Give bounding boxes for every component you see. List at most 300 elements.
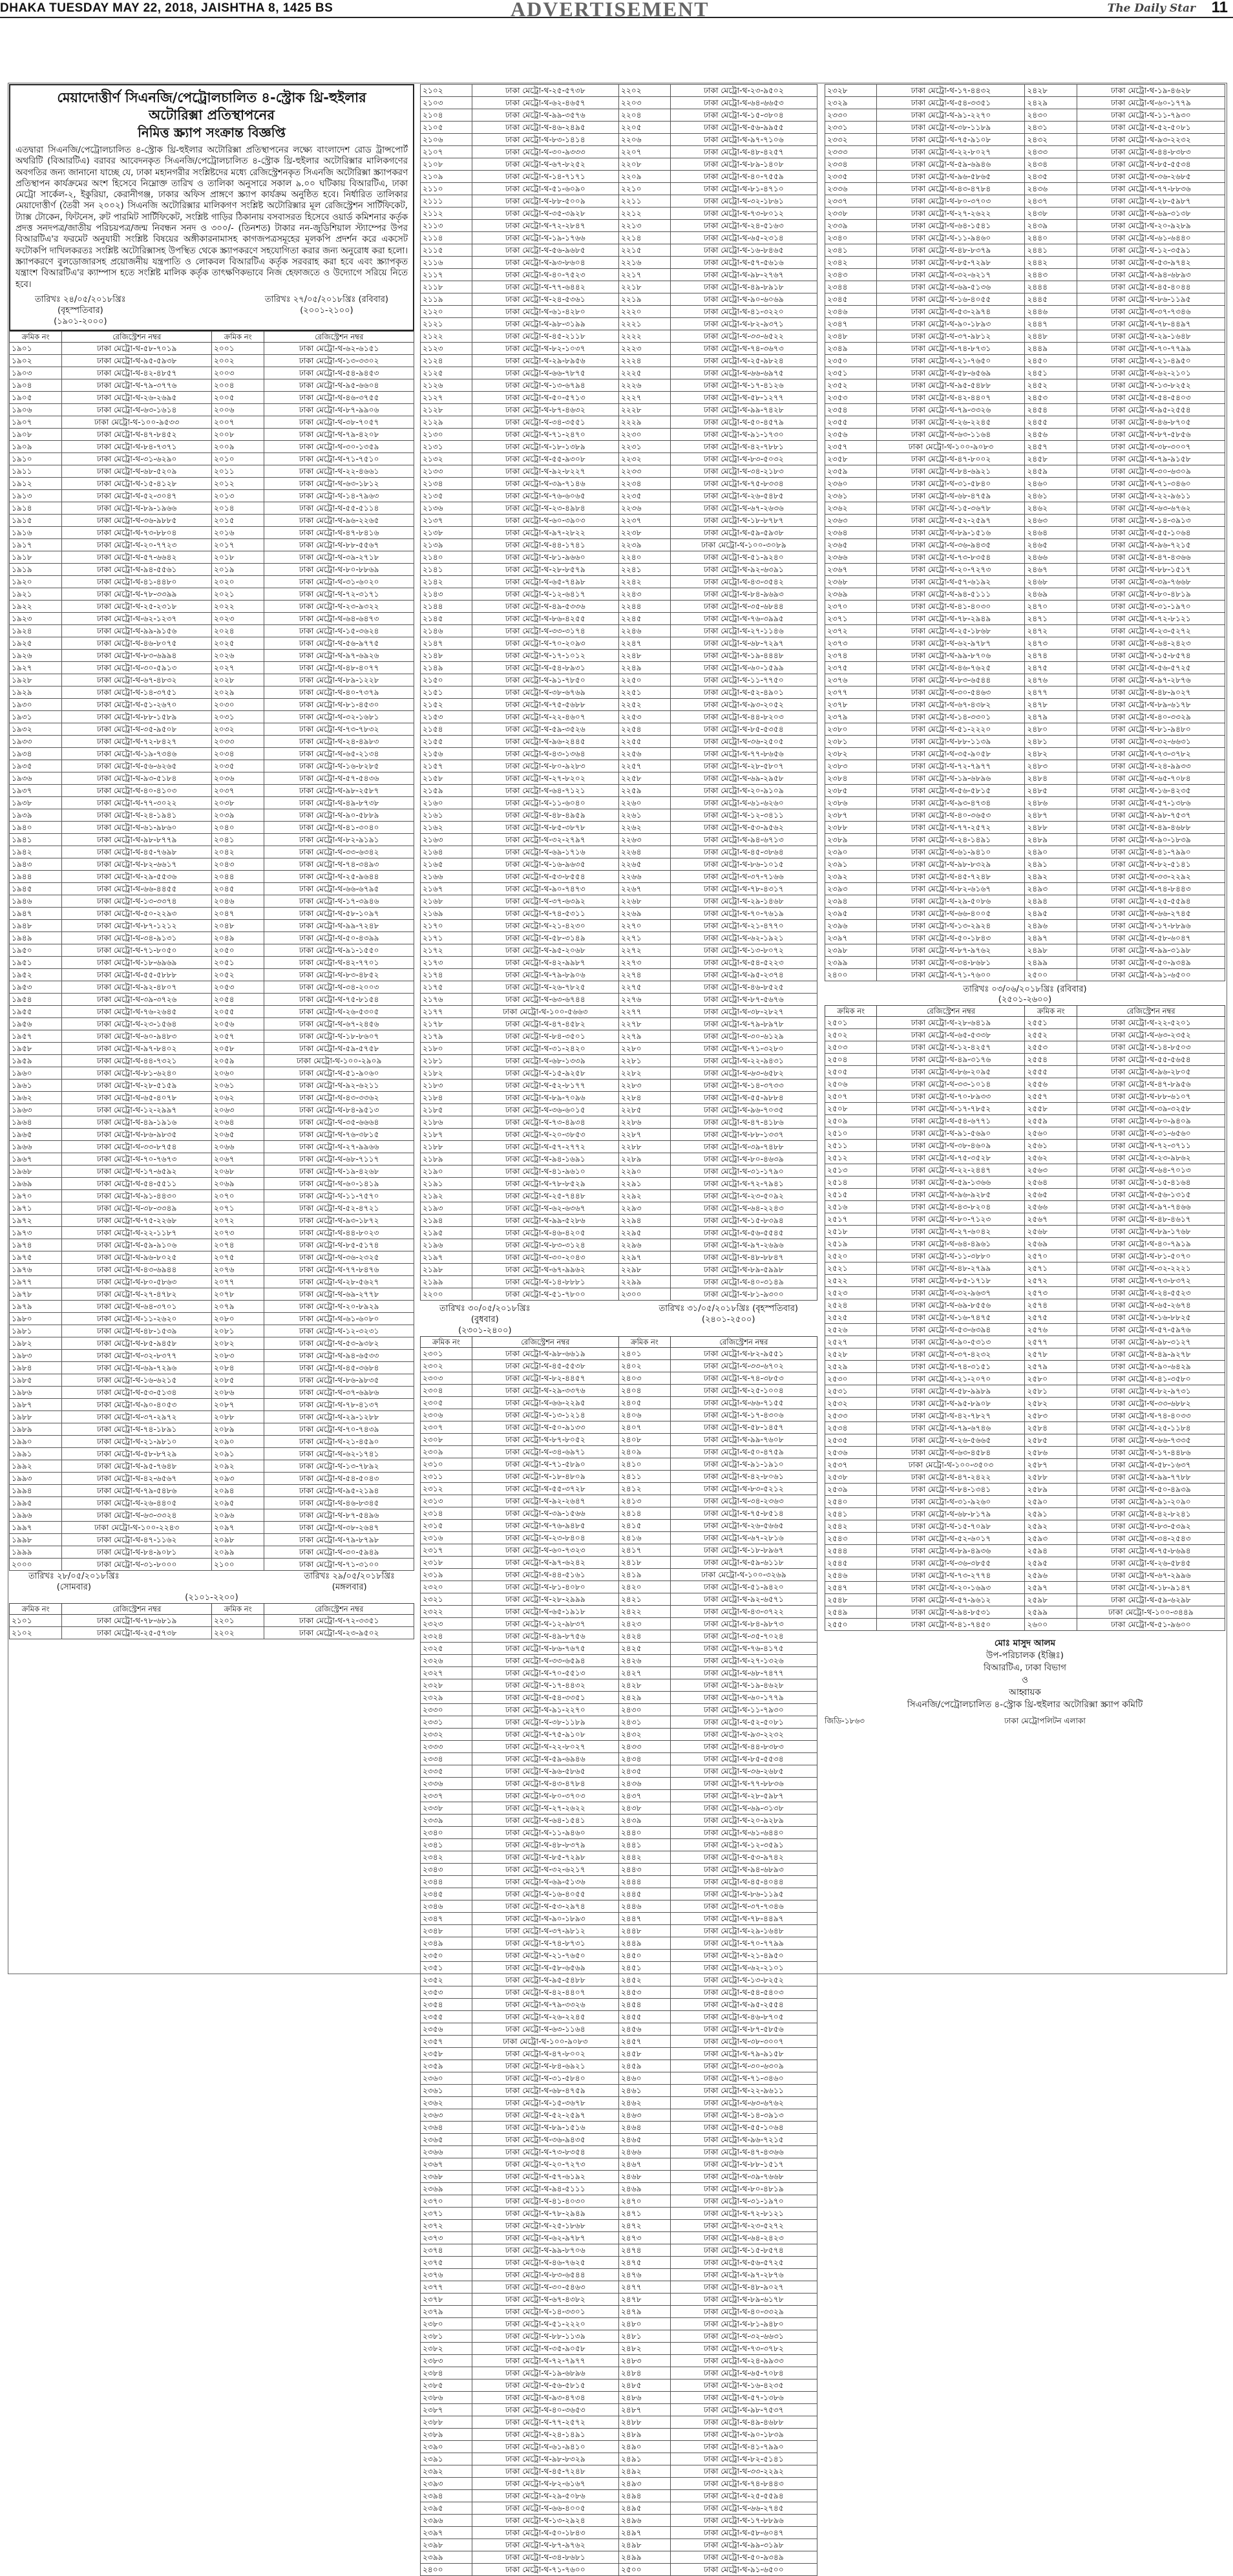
table-row bbox=[421, 2122, 817, 2134]
serial-cell: ২৫৫৩ bbox=[1025, 1041, 1077, 1054]
reg-cell: ঢাকা মেট্রো-থ-৩২-২৭৯৭ bbox=[472, 834, 618, 846]
serial-cell: ২১৯৮ bbox=[421, 1264, 472, 1276]
serial-cell: ২৫৬৯ bbox=[1025, 1238, 1077, 1250]
serial-cell: ২৪৫৭ bbox=[1025, 441, 1077, 453]
reg-cell: ঢাকা মেট্রো-থ-৭২-৩৭১১ bbox=[1077, 1140, 1225, 1152]
reg-cell: ঢাকা মেট্রো-থ-৬৫-৭০৮৪ bbox=[670, 2367, 817, 2379]
serial-cell: ২০৭২ bbox=[211, 1214, 264, 1226]
reg-cell: ঢাকা মেট্রো-থ-৪২-৬৫৬৭ bbox=[62, 1472, 212, 1484]
reg-cell: ঢাকা মেট্রো-থ-৫২-৪৯০১ bbox=[670, 687, 817, 699]
serial-cell: ২১৪০ bbox=[421, 551, 472, 564]
serial-cell: ১৯৬৫ bbox=[10, 1128, 62, 1140]
reg-cell: ঢাকা মেট্রো-থ-৬৫-৪০৭৮ bbox=[62, 1091, 212, 1103]
table-row bbox=[421, 2281, 817, 2294]
serial-cell: ২৩৬১ bbox=[421, 2085, 472, 2097]
reg-cell: ঢাকা মেট্রো-থ-২৫-২৩১৮ bbox=[62, 600, 212, 612]
table-row bbox=[10, 502, 414, 514]
reg-cell: ঢাকা মেট্রো-থ-৪৭-৮০০২ bbox=[472, 2048, 618, 2060]
block3-date-right: তারিখঃ ৩১/০৫/২০১৮খ্রিঃ (বৃহস্পতিবার) bbox=[659, 1304, 798, 1314]
serial-cell: ২৪৫২ bbox=[1025, 379, 1077, 392]
table-row bbox=[825, 588, 1225, 601]
serial-cell: ২১৪২ bbox=[421, 576, 472, 588]
table-row bbox=[10, 575, 414, 588]
reg-cell: ঢাকা মেট্রো-থ-৯১-১৫৫০ bbox=[264, 944, 414, 956]
table-row bbox=[825, 318, 1225, 330]
reg-cell: ঢাকা মেট্রো-থ-৪৮-৮৩৭৯ bbox=[472, 1839, 618, 1851]
serial-cell: ১৯৭৮ bbox=[10, 1288, 62, 1300]
reg-cell: ঢাকা মেট্রো-থ-৪৫-৭২৪৮ bbox=[472, 2465, 618, 2478]
serial-cell: ২৫০০ bbox=[1025, 969, 1077, 981]
reg-cell: ঢাকা মেট্রো-থ-১৩-৬৭৯৪ bbox=[472, 379, 618, 392]
serial-cell: ২৫৯৩ bbox=[1025, 1533, 1077, 1545]
serial-cell: ২১২১ bbox=[421, 318, 472, 330]
table-row bbox=[421, 2257, 817, 2269]
reg-cell: ঢাকা মেট্রো-থ-৩৯-৭৪৮৮ bbox=[670, 1141, 817, 1153]
serial-cell: ২১৫১ bbox=[421, 687, 472, 699]
serial-cell: ২৩২৩ bbox=[421, 1618, 472, 1630]
reg-cell: ঢাকা মেট্রো-থ-৫৬-৯৬৮৫ bbox=[472, 244, 618, 257]
table-row bbox=[421, 760, 817, 772]
table-row bbox=[825, 674, 1225, 687]
reg-cell: ঢাকা মেট্রো-থ-৭৮-৪৪৯৭ bbox=[670, 1913, 817, 1925]
reg-cell: ঢাকা মেট্রো-থ-৭২-৩১৭১ bbox=[264, 588, 414, 600]
table-row bbox=[10, 907, 414, 919]
serial-cell: ২২৪০ bbox=[618, 551, 670, 564]
table-row bbox=[10, 1361, 414, 1374]
reg-cell: ঢাকা মেট্রো-থ-১০০-৯০৮৩ bbox=[472, 2036, 618, 2048]
reg-cell: ঢাকা মেট্রো-থ-৪৭-২৪২২ bbox=[877, 1471, 1025, 1484]
reg-cell: ঢাকা মেট্রো-থ-৮৩-৫০৩২ bbox=[670, 453, 817, 465]
reg-cell: ঢাকা মেট্রো-থ-৯৫-২০৬৮ bbox=[472, 944, 618, 957]
reg-cell: ঢাকা মেট্রো-থ-৩৭-৯৮১২ bbox=[877, 330, 1025, 343]
reg-cell: ঢাকা মেট্রো-থ-১৪-৩৯১৩ bbox=[670, 2109, 817, 2122]
table-row bbox=[10, 1226, 414, 1239]
serial-cell: ২১৯৩ bbox=[421, 1202, 472, 1215]
reg-cell: ঢাকা মেট্রো-থ-৭০-৭৪৩৯ bbox=[264, 1423, 414, 1435]
serial-cell: ২৪০২ bbox=[618, 1360, 670, 1372]
serial-cell: ১৯৫৬ bbox=[10, 1017, 62, 1030]
table-row bbox=[10, 1423, 414, 1435]
serial-cell: ২০১০ bbox=[211, 452, 264, 465]
serial-cell: ২৩২০ bbox=[421, 1581, 472, 1593]
table-row bbox=[10, 1103, 414, 1116]
serial-cell: ২৪৭০ bbox=[1025, 601, 1077, 613]
table-row bbox=[10, 1017, 414, 1030]
serial-cell: ২৪৮৫ bbox=[1025, 785, 1077, 797]
serial-cell: ১৯৮০ bbox=[10, 1312, 62, 1325]
serial-cell: ২৩৩৮ bbox=[421, 1802, 472, 1815]
serial-cell: ২২০২ bbox=[211, 1626, 264, 1639]
serial-cell: ২১৬৮ bbox=[421, 895, 472, 908]
reg-cell: ঢাকা মেট্রো-থ-৮৮-৬১০৭ bbox=[1077, 1091, 1225, 1103]
reg-cell: ঢাকা মেট্রো-থ-৮৮-১১৩৯ bbox=[472, 2330, 618, 2343]
table-row bbox=[10, 968, 414, 981]
serial-cell: ২৫৫৯ bbox=[1025, 1115, 1077, 1127]
reg-cell: ঢাকা মেট্রো-থ-৫০-৪৯৩৯ bbox=[1077, 1484, 1225, 1496]
serial-cell: ২২৪৩ bbox=[618, 588, 670, 601]
serial-cell: ১৯০৬ bbox=[10, 403, 62, 416]
serial-cell: ২১২৬ bbox=[421, 379, 472, 392]
reg-cell: ঢাকা মেট্রো-থ-৯৪-৬৫৩৩ bbox=[264, 1349, 414, 1361]
table-row bbox=[825, 785, 1225, 797]
serial-cell: ২২৮৮ bbox=[618, 1141, 670, 1153]
serial-cell: ২৪৩৯ bbox=[618, 1815, 670, 1827]
table-row bbox=[421, 1190, 817, 1202]
serial-cell: ২২৪৮ bbox=[618, 650, 670, 662]
table-row bbox=[421, 1202, 817, 1215]
serial-cell: ২২০০ bbox=[421, 1288, 472, 1301]
table-row bbox=[421, 785, 817, 797]
table-row bbox=[825, 343, 1225, 355]
reg-cell: ঢাকা মেট্রো-থ-৫১-৭৮০০ bbox=[472, 1288, 618, 1301]
serial-cell: ২১৭৭ bbox=[421, 1006, 472, 1018]
reg-cell: ঢাকা মেট্রো-থ-৪৬-৮৩৪৫ bbox=[264, 1496, 414, 1509]
reg-cell: ঢাকা মেট্রো-থ-৮১-৪৭১০ bbox=[670, 183, 817, 195]
serial-cell: ২০৭১ bbox=[211, 1202, 264, 1214]
table-row bbox=[10, 1410, 414, 1423]
reg-cell: ঢাকা মেট্রো-থ-২৯-৩৩৭৬ bbox=[472, 1385, 618, 1397]
serial-cell: ২৫৭৫ bbox=[1025, 1312, 1077, 1324]
table-row bbox=[825, 650, 1225, 662]
reg-cell: ঢাকা মেট্রো-থ-৪৪-৫১৬১ bbox=[472, 1569, 618, 1581]
serial-cell: ২৫৪৪ bbox=[825, 1545, 877, 1557]
serial-cell: ২০২৪ bbox=[211, 624, 264, 637]
serial-cell: ১৯৩২ bbox=[10, 723, 62, 735]
serial-cell: ২১০৬ bbox=[421, 134, 472, 146]
serial-header: ক্রমিক নং bbox=[421, 1337, 472, 1348]
reg-cell: ঢাকা মেট্রো-থ-৮৫-৩৮৭৮ bbox=[472, 822, 618, 834]
serial-cell: ২০৩০ bbox=[211, 698, 264, 710]
serial-cell: ২২৯৯ bbox=[618, 1276, 670, 1288]
serial-cell: ২০৯৬ bbox=[211, 1509, 264, 1521]
reg-cell: ঢাকা মেট্রো-থ-৪৭-৪৩৬৬ bbox=[1077, 551, 1225, 564]
reg-cell: ঢাকা মেট্রো-থ-৩১-৬৫৬০ bbox=[1077, 1127, 1225, 1140]
serial-cell: ২২০১ bbox=[211, 1614, 264, 1626]
reg-cell: ঢাকা মেট্রো-থ-৬৮-৭৪৭৭ bbox=[670, 1667, 817, 1679]
reg-cell: ঢাকা মেট্রো-থ-৯০-৫৩১৩ bbox=[877, 1336, 1025, 1348]
table-row bbox=[825, 969, 1225, 981]
reg-cell: ঢাকা মেট্রো-থ-২৬-৫৪৮৫ bbox=[670, 490, 817, 502]
reg-cell: ঢাকা মেট্রো-থ-৩৮-৩৩৪৯ bbox=[62, 1202, 212, 1214]
reg-cell: ঢাকা মেট্রো-থ-৫৬-৫৭২৫ bbox=[1077, 662, 1225, 674]
table-row bbox=[825, 1103, 1225, 1115]
serial-cell: ১৯২৪ bbox=[10, 624, 62, 637]
reg-cell: ঢাকা মেট্রো-থ-৪১-৯৬১০ bbox=[472, 1166, 618, 1178]
reg-cell: ঢাকা মেট্রো-থ-১৯-৬৮৯৬ bbox=[877, 772, 1025, 785]
reg-cell: ঢাকা মেট্রো-থ-৫৭-১৩৮৬ bbox=[1077, 797, 1225, 809]
serial-cell: ১৯৩৬ bbox=[10, 772, 62, 784]
table-row bbox=[421, 1348, 817, 1360]
table-row bbox=[421, 1790, 817, 1802]
serial-cell: ২১১৯ bbox=[421, 293, 472, 306]
reg-cell: ঢাকা মেট্রো-থ-৯৬-৫৮৬৫ bbox=[472, 1765, 618, 1778]
reg-cell: ঢাকা মেট্রো-থ-৬০-১৫৯৯ bbox=[670, 662, 817, 674]
table-row bbox=[421, 2158, 817, 2171]
serial-cell: ২০১৩ bbox=[211, 489, 264, 502]
serial-cell: ১৯১৬ bbox=[10, 526, 62, 538]
reg-cell: ঢাকা মেট্রো-থ-৩৫-৬৮৪৪ bbox=[670, 601, 817, 613]
reg-cell: ঢাকা মেট্রো-থ-৯৬-২২৬৫ bbox=[264, 514, 414, 526]
serial-cell: ২৩৮৭ bbox=[825, 809, 877, 822]
serial-cell: ২৫৫৬ bbox=[1025, 1078, 1077, 1091]
serial-cell: ২১০৪ bbox=[421, 109, 472, 122]
reg-cell: ঢাকা মেট্রো-থ-৩০-৫৪৬৩ bbox=[877, 687, 1025, 699]
reg-cell: ঢাকা মেট্রো-থ-৯১-১৯১০ bbox=[670, 1458, 817, 1471]
reg-cell: ঢাকা মেট্রো-থ-৪৯-১৯১৬ bbox=[62, 1116, 212, 1128]
table-row bbox=[825, 1619, 1225, 1631]
reg-cell: ঢাকা মেট্রো-থ-১৩-৩৩৭৪ bbox=[62, 895, 212, 907]
serial-cell: ২১৭২ bbox=[421, 944, 472, 957]
serial-cell: ১৯৫০ bbox=[10, 944, 62, 956]
reg-cell: ঢাকা মেট্রো-থ-৬১-৯৪১০ bbox=[877, 846, 1025, 858]
serial-cell: ২০৭৮ bbox=[211, 1288, 264, 1300]
serial-cell: ২১৮২ bbox=[421, 1067, 472, 1080]
table-header bbox=[421, 1337, 817, 1348]
reg-cell: ঢাকা মেট্রো-থ-৬২-৯৭৮৭ bbox=[472, 2232, 618, 2244]
reg-cell: ঢাকা মেট্রো-থ-৩১-৯২৬০ bbox=[877, 1496, 1025, 1508]
serial-cell: ২৪০৭ bbox=[618, 1421, 670, 1434]
table-row bbox=[825, 920, 1225, 932]
reg-table-3 bbox=[420, 84, 817, 1301]
reg-cell: ঢাকা মেট্রো-থ-৭৯-৫৪৮৬ bbox=[62, 1484, 212, 1496]
table-row bbox=[825, 109, 1225, 122]
reg-cell: ঢাকা মেট্রো-থ-৫৪-৩৩৫১ bbox=[877, 97, 1025, 109]
serial-cell: ২৪৮৬ bbox=[618, 2392, 670, 2404]
serial-cell: ২১৭০ bbox=[421, 920, 472, 932]
reg-cell: ঢাকা মেট্রো-থ-৬৩-২৩৫২ bbox=[1077, 1029, 1225, 1041]
serial-cell: ১৯১২ bbox=[10, 477, 62, 489]
serial-cell: ২৩৯১ bbox=[421, 2453, 472, 2465]
serial-cell: ২০৫১ bbox=[211, 956, 264, 968]
serial-cell: ২৩৩২ bbox=[421, 1729, 472, 1741]
reg-cell: ঢাকা মেট্রো-থ-৮৫-৭২৯৮ bbox=[472, 1851, 618, 1864]
table-row bbox=[421, 551, 817, 564]
reg-cell: ঢাকা মেট্রো-থ-২১-৪২৩০ bbox=[472, 920, 618, 932]
reg-cell: ঢাকা মেট্রো-থ-৬৮-৪৭৫৯ bbox=[472, 2085, 618, 2097]
serial-cell: ২৫২১ bbox=[825, 1262, 877, 1275]
serial-cell: ২১৫৩ bbox=[421, 711, 472, 723]
table-row bbox=[421, 736, 817, 748]
reg-cell: ঢাকা মেট্রো-থ-৩৯-৩৭২৬ bbox=[62, 993, 212, 1005]
reg-cell: ঢাকা মেট্রো-থ-৭৯-৮৯৭৮ bbox=[670, 1018, 817, 1030]
reg-cell: ঢাকা মেট্রো-থ-৪৮-৯০২৭ bbox=[670, 2281, 817, 2294]
serial-cell: ২৪৬১ bbox=[1025, 490, 1077, 502]
reg-cell: ঢাকা মেট্রো-থ-৭১-৭৬০০ bbox=[472, 2564, 618, 2576]
serial-cell: ২২৩৬ bbox=[618, 502, 670, 515]
reg-cell: ঢাকা মেট্রো-থ-৭২-৩৩৫১ bbox=[264, 1614, 414, 1626]
serial-cell: ২৪৫৩ bbox=[1025, 392, 1077, 404]
table-row bbox=[10, 1614, 414, 1626]
serial-cell: ২৫৬৮ bbox=[1025, 1226, 1077, 1238]
serial-cell: ১৯২৮ bbox=[10, 674, 62, 686]
serial-cell: ২৩৫৬ bbox=[421, 2023, 472, 2036]
table-row bbox=[421, 1606, 817, 1618]
reg-cell: ঢাকা মেট্রো-থ-৭৯-৪২০৮ bbox=[264, 428, 414, 440]
masthead bbox=[0, 0, 1233, 21]
serial-cell: ২৩৪৬ bbox=[825, 306, 877, 318]
serial-cell: ২০৪৫ bbox=[211, 882, 264, 895]
reg-cell: ঢাকা মেট্রো-থ-৭৩-৮০১২ bbox=[670, 208, 817, 220]
reg-cell: ঢাকা মেট্রো-থ-৬৬-৪০০৫ bbox=[472, 2502, 618, 2515]
reg-cell: ঢাকা মেট্রো-থ-৫৩-৯৭৪২ bbox=[1077, 257, 1225, 269]
table-row bbox=[421, 1434, 817, 1446]
serial-cell: ২৪৭৩ bbox=[1025, 637, 1077, 650]
serial-cell: ২৩৪৫ bbox=[421, 1888, 472, 1900]
reg-cell: ঢাকা মেট্রো-থ-৯০-১৮৩৯ bbox=[670, 2429, 817, 2441]
serial-cell: ২৪৫১ bbox=[1025, 367, 1077, 379]
serial-cell: ২০০৮ bbox=[211, 428, 264, 440]
table-row bbox=[10, 588, 414, 600]
reg-cell: ঢাকা মেট্রো-থ-১৪-৩৭৩৩ bbox=[670, 1080, 817, 1092]
block2-date-left: তারিখঃ ২৮/০৫/২০১৮খ্রিঃ bbox=[28, 1571, 120, 1581]
serial-cell: ২৩৯৯ bbox=[421, 2551, 472, 2564]
table-row bbox=[421, 994, 817, 1006]
table-row bbox=[421, 1288, 817, 1301]
table-row bbox=[825, 1066, 1225, 1078]
serial-cell: ২৩৭৯ bbox=[421, 2306, 472, 2318]
block2-date-right: তারিখঃ ২৯/০৫/২০১৮খ্রিঃ bbox=[304, 1571, 395, 1581]
serial-cell: ২১৯৪ bbox=[421, 1215, 472, 1227]
serial-cell: ২২০৮ bbox=[618, 158, 670, 171]
reg-cell: ঢাকা মেট্রো-থ-৭৭-৬৪৪২ bbox=[472, 281, 618, 293]
serial-cell: ১৯৯৬ bbox=[10, 1509, 62, 1521]
serial-cell: ২৩৬৬ bbox=[421, 2146, 472, 2158]
reg-cell: ঢাকা মেট্রো-থ-১৫-৩৬৭৮ bbox=[877, 502, 1025, 515]
table-row bbox=[825, 1275, 1225, 1287]
serial-cell: ২৩৮৬ bbox=[421, 2392, 472, 2404]
table-row bbox=[10, 674, 414, 686]
reg-cell: ঢাকা মেট্রো-থ-৬৯-২৭৭৮ bbox=[264, 1288, 414, 1300]
reg-cell: ঢাকা মেট্রো-থ-৯৬-৭২১৫ bbox=[670, 2134, 817, 2146]
reg-cell: ঢাকা মেট্রো-থ-৫৮-১৪৫৭ bbox=[670, 1421, 817, 1434]
serial-cell: ২৫১৭ bbox=[825, 1213, 877, 1226]
serial-cell: ২১২০ bbox=[421, 306, 472, 318]
signature-block bbox=[825, 1637, 1225, 1727]
serial-cell: ২২৬৫ bbox=[618, 858, 670, 871]
table-row bbox=[421, 2183, 817, 2195]
serial-cell: ২১৫৪ bbox=[421, 723, 472, 736]
reg-cell: ঢাকা মেট্রো-থ-২২-৮০২৭ bbox=[472, 1741, 618, 1753]
table-row bbox=[421, 343, 817, 355]
serial-cell: ২৩২৮ bbox=[825, 85, 877, 97]
reg-cell: ঢাকা মেট্রো-থ-১৩-৭৮৯২ bbox=[264, 1460, 414, 1472]
serial-cell: ২১১৬ bbox=[421, 257, 472, 269]
reg-cell: ঢাকা মেট্রো-থ-৯৩-১৮৭২ bbox=[264, 1214, 414, 1226]
serial-cell: ২৫৮৩ bbox=[1025, 1410, 1077, 1422]
serial-cell: ১৯৪৬ bbox=[10, 895, 62, 907]
reg-cell: ঢাকা মেট্রো-থ-৪৬-৩৭৫৫ bbox=[264, 391, 414, 403]
table-row bbox=[421, 465, 817, 478]
block2-range: (২১০১-২২০০) bbox=[185, 1592, 238, 1602]
reg-cell: ঢাকা মেট্রো-থ-৫১-২২২০ bbox=[472, 2318, 618, 2330]
reg-cell: ঢাকা মেট্রো-থ-৫৭-২৭৭২ bbox=[472, 1141, 618, 1153]
serial-cell: ২৩৯১ bbox=[825, 858, 877, 871]
reg-cell: ঢাকা মেট্রো-থ-৭১-৭৬০০ bbox=[877, 969, 1025, 981]
serial-cell: ২২০৫ bbox=[618, 122, 670, 134]
serial-cell: ২৫০৭ bbox=[825, 1091, 877, 1103]
reg-cell: ঢাকা মেট্রো-থ-৩১-৬০২০ bbox=[264, 575, 414, 588]
table-row bbox=[10, 1251, 414, 1263]
serial-cell: ২৪৩০ bbox=[618, 1704, 670, 1716]
reg-cell: ঢাকা মেট্রো-থ-৯১-৬৫০০ bbox=[1077, 969, 1225, 981]
reg-cell: ঢাকা মেট্রো-থ-৪৪-৮০২৩ bbox=[264, 1226, 414, 1239]
reg-cell: ঢাকা মেট্রো-থ-৬১-৬০৮০ bbox=[264, 1312, 414, 1325]
reg-cell: ঢাকা মেট্রো-থ-১৮-৬৯৬৯ bbox=[62, 956, 212, 968]
table-row bbox=[825, 502, 1225, 515]
serial-cell: ২৩৪৯ bbox=[825, 343, 877, 355]
reg-cell: ঢাকা মেট্রো-থ-৫১-৯৬০০ bbox=[1077, 1619, 1225, 1631]
reg-cell: ঢাকা মেট্রো-থ-৭৪-১৮৯১ bbox=[62, 1423, 212, 1435]
reg-cell: ঢাকা মেট্রো-থ-৪১-৭৯৯০ bbox=[1077, 846, 1225, 858]
serial-cell: ২০৪০ bbox=[211, 821, 264, 833]
reg-cell: ঢাকা মেট্রো-থ-৩৫-৭০২৪ bbox=[670, 1630, 817, 1643]
table-row bbox=[421, 2330, 817, 2343]
table-row bbox=[421, 772, 817, 785]
table-row bbox=[825, 1299, 1225, 1312]
table-row bbox=[421, 2195, 817, 2208]
reg-cell: ঢাকা মেট্রো-থ-২০-৭২৭৩ bbox=[472, 2158, 618, 2171]
serial-cell: ২১১৭ bbox=[421, 269, 472, 281]
serial-cell: ২০৪৮ bbox=[211, 919, 264, 931]
serial-cell: ২২৬০ bbox=[618, 797, 670, 809]
serial-cell: ১৯০৫ bbox=[10, 391, 62, 403]
reg-cell: ঢাকা মেট্রো-থ-৭৩-৮৩৫৪ bbox=[877, 551, 1025, 564]
reg-cell: ঢাকা মেট্রো-থ-১৮-৮৯৬৭ bbox=[670, 1544, 817, 1557]
table-row bbox=[825, 1054, 1225, 1066]
reg-cell: ঢাকা মেট্রো-থ-৭৯-৮৭৯৮ bbox=[264, 1533, 414, 1546]
serial-cell: ১৯৭০ bbox=[10, 1189, 62, 1202]
serial-cell: ২২৫০ bbox=[618, 674, 670, 687]
reg-cell: ঢাকা মেট্রো-থ-৬৬-৭১৫৫ bbox=[670, 1397, 817, 1409]
block2-dates bbox=[9, 1571, 414, 1593]
serial-cell: ২৫০৪ bbox=[825, 1054, 877, 1066]
serial-cell: ২৪০৩ bbox=[618, 1372, 670, 1385]
reg-cell: ঢাকা মেট্রো-থ-৮৪-৬৯২১ bbox=[877, 465, 1025, 478]
reg-cell: ঢাকা মেট্রো-থ-৭৭-২৫৭২ bbox=[472, 2416, 618, 2429]
reg-cell: ঢাকা মেট্রো-থ-৬০-১৭৭৯ bbox=[670, 1692, 817, 1704]
reg-cell: ঢাকা মেট্রো-থ-২৯-১৬৪৮ bbox=[670, 1925, 817, 1937]
serial-cell: ২৪৪১ bbox=[1025, 244, 1077, 257]
serial-cell: ২৪৬০ bbox=[618, 2072, 670, 2085]
serial-cell: ২৪৫৭ bbox=[618, 2036, 670, 2048]
reg-cell: ঢাকা মেট্রো-থ-৪৯-৫৩৩৬ bbox=[472, 601, 618, 613]
reg-cell: ঢাকা মেট্রো-থ-৭৬-৬০৬৫ bbox=[472, 490, 618, 502]
table-row bbox=[10, 846, 414, 858]
serial-cell: ২৪৫৯ bbox=[1025, 465, 1077, 478]
reg-cell: ঢাকা মেট্রো-থ-৭২-৭৯৭৭ bbox=[472, 2355, 618, 2367]
reg-cell: ঢাকা মেট্রো-থ-৮৮-৫০০৯ bbox=[472, 195, 618, 208]
reg-cell: ঢাকা মেট্রো-থ-৯৭-৮৪০২ bbox=[62, 1042, 212, 1054]
table-row bbox=[421, 1092, 817, 1104]
serial-cell: ১৯২২ bbox=[10, 600, 62, 612]
signature-footer bbox=[825, 1715, 1225, 1727]
table-row bbox=[10, 981, 414, 993]
signatory-designation: উপ-পরিচালক (ইঞ্জিঃ) bbox=[985, 1650, 1064, 1661]
serial-cell: ২০৪২ bbox=[211, 846, 264, 858]
reg-cell: ঢাকা মেট্রো-থ-৫৫-৩৭২৮ bbox=[472, 1483, 618, 1495]
reg-cell: ঢাকা মেট্রো-থ-১৭-৪৪৮৬ bbox=[1077, 1447, 1225, 1459]
serial-cell: ২৫৬৬ bbox=[1025, 1201, 1077, 1213]
serial-cell: ২২৫৫ bbox=[618, 736, 670, 748]
table-row bbox=[825, 1287, 1225, 1299]
reg-cell: ঢাকা মেট্রো-থ-৮৬-৪২৫৫ bbox=[472, 613, 618, 625]
serial-cell: ১৯৪১ bbox=[10, 833, 62, 846]
reg-cell: ঢাকা মেট্রো-থ-৫৮-৬০৪৭ bbox=[670, 2527, 817, 2539]
reg-cell: ঢাকা মেট্রো-থ-৬৭-২৮১৬ bbox=[670, 1532, 817, 1544]
serial-cell: ২৪৪৮ bbox=[618, 1925, 670, 1937]
reg-cell: ঢাকা মেট্রো-থ-৭১-৩১০০ bbox=[264, 1558, 414, 1570]
table-row bbox=[421, 858, 817, 871]
